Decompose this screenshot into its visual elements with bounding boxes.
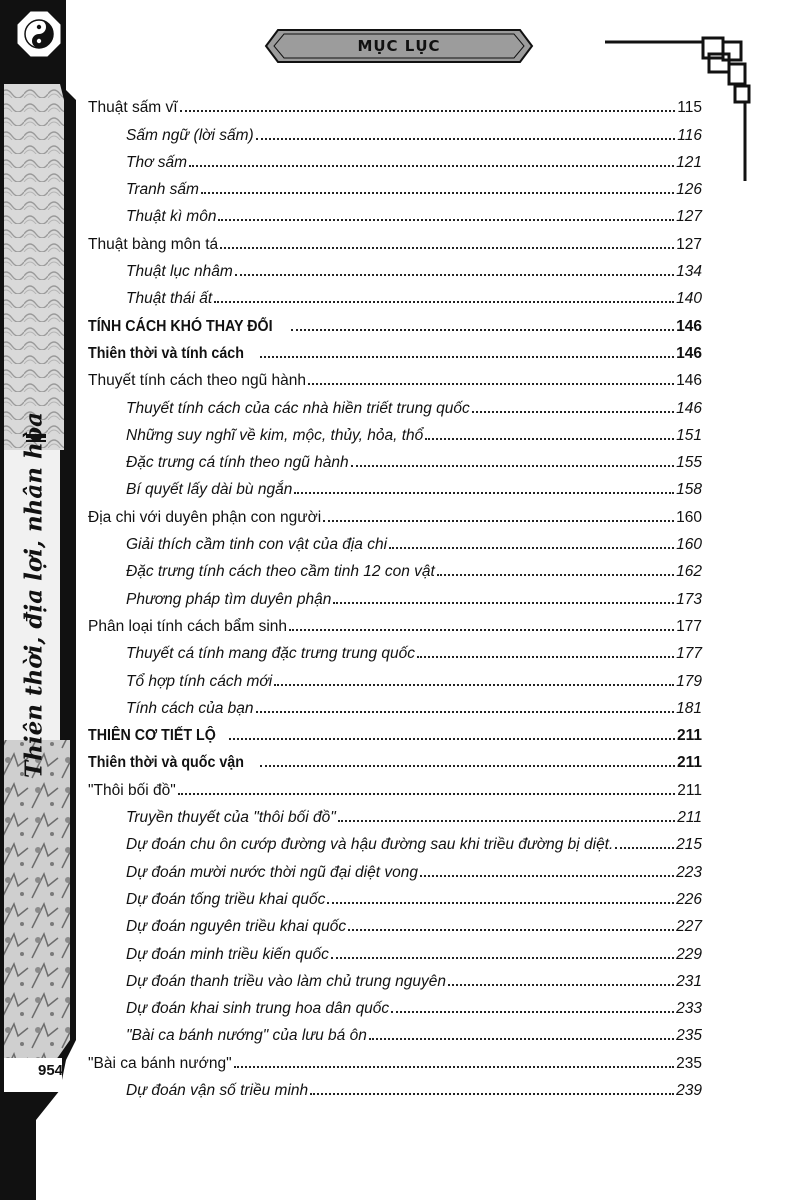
table-of-contents [84,90,702,1100]
toc-entry [84,800,702,827]
dot-leader [294,492,674,494]
toc-entry-page: 127 [676,235,702,253]
toc-entry-title: Sấm ngữ (lời sấm) [126,126,254,144]
toc-entry [84,964,702,991]
toc-entry-title: "Bài ca bánh nướng" của lưu bá ôn [126,1027,367,1045]
toc-entry-page: 160 [676,508,702,526]
dot-leader [289,629,674,631]
toc-entry [84,581,702,608]
dot-leader [260,356,675,358]
dot-leader [472,411,674,413]
dot-leader [389,547,674,549]
toc-entry-page: 134 [676,263,702,281]
dot-leader [235,274,674,276]
toc-entry [84,609,702,636]
toc-entry-title: Đặc trưng tính cách theo cầm tinh 12 con vật [126,563,435,581]
dot-leader [308,383,674,385]
toc-entry [84,663,702,690]
dot-leader [615,847,674,849]
toc-entry-title: Thơ sấm [126,153,188,171]
toc-entry-page: 173 [676,590,702,608]
toc-entry-page: 140 [676,290,702,308]
dot-leader [448,984,674,986]
toc-entry-page: 146 [676,317,702,335]
toc-entry-title: Dự đoán vận số triều minh [126,1081,309,1099]
toc-entry-title: Dự đoán minh triều kiến quốc [126,945,329,963]
dot-leader [256,138,676,140]
dot-leader [369,1038,674,1040]
toc-entry [84,172,702,199]
toc-entry [84,199,702,226]
toc-entry [84,390,702,417]
toc-entry [84,772,702,799]
toc-entry-title: Thuật bàng môn tá [88,235,219,253]
toc-entry-page: 146 [676,372,702,390]
toc-entry-title: Truyền thuyết của "thôi bối đồ" [126,809,336,827]
toc-entry-title: "Thôi bối đồ" [88,781,176,799]
toc-entry-title: Thuật kì môn [126,208,217,226]
toc-entry [84,226,702,253]
toc-entry-title: Dự đoán nguyên triều khai quốc [126,918,347,936]
toc-entry-page: 226 [676,890,702,908]
side-caption [16,412,52,778]
toc-entry [84,499,702,526]
toc-entry-page: 235 [676,1054,702,1072]
toc-entry-title: Bí quyết lấy dài bù ngắn [126,481,293,499]
toc-entry-page: 235 [676,1027,702,1045]
toc-entry [84,882,702,909]
toc-entry-title: Thuyết cá tính mang đặc trưng trung quốc [126,645,415,663]
toc-entry-title: Tranh sấm [126,181,199,199]
dot-leader [351,465,674,467]
dot-leader [274,684,674,686]
toc-entry-title: Dự đoán tống triều khai quốc [126,890,326,908]
toc-entry-page: 223 [676,863,702,881]
dot-leader [256,711,675,713]
toc-entry-page: 211 [677,809,702,827]
toc-entry [84,254,702,281]
dot-leader [425,438,674,440]
toc-entry [84,472,702,499]
toc-entry-page: 158 [676,481,702,499]
dot-leader [291,329,674,331]
toc-entry-title: Dự đoán khai sinh trung hoa dân quốc [126,1000,390,1018]
toc-entry [84,363,702,390]
toc-entry [84,90,702,117]
toc-entry [84,1045,702,1072]
toc-entry [84,281,702,308]
toc-entry [84,854,702,881]
dot-leader [201,192,674,194]
dot-leader [310,1093,674,1095]
toc-entry-title: Thuật thái ất [126,290,213,308]
dot-leader [338,820,676,822]
toc-entry-page: 126 [676,181,702,199]
toc-entry-title: Tính cách của bạn [126,699,254,717]
toc-entry-title: TÍNH CÁCH KHÓ THAY ĐỔI [88,317,273,335]
toc-entry-title: Thiên thời và tính cách [88,344,244,362]
page-title: MỤC LỤC [357,37,441,55]
toc-entry-page: 211 [676,754,702,772]
dot-leader [189,165,674,167]
toc-entry-title: Thuật lục nhâm [126,263,233,281]
dot-leader [327,902,674,904]
dot-leader [220,247,674,249]
toc-entry-title: Những suy nghĩ về kim, mộc, thủy, hỏa, thổ [126,426,424,444]
dot-leader [234,1066,675,1068]
dot-leader [348,929,674,931]
toc-entry-title: Phương pháp tìm duyên phận [126,590,332,608]
toc-entry-page: 227 [676,918,702,936]
toc-entry-title: Thuyết tính cách của các nhà hiền triết trung quốc [126,399,470,417]
toc-entry-page: 155 [676,454,702,472]
toc-entry-title: Phân loại tính cách bẩm sinh [88,617,288,635]
dot-leader [420,875,674,877]
toc-entry-title: Thiên thời và quốc vận [88,754,244,772]
toc-entry [84,991,702,1018]
toc-entry-page: 231 [676,972,702,990]
toc-entry-page: 177 [676,645,702,663]
toc-entry-page: 177 [676,617,702,635]
toc-entry-title: Tổ hợp tính cách mới [126,672,273,690]
toc-entry-page: 121 [676,153,702,171]
toc-entry-title: Dự đoán chu ôn cướp đường và hậu đường sau khi triều đường bị diệt. [126,836,614,854]
toc-entry-page: 151 [676,426,702,444]
toc-entry-title: Đặc trưng cá tính theo ngũ hành [126,454,349,472]
toc-entry [84,636,702,663]
toc-entry-page: 115 [677,99,702,117]
dot-leader [178,793,676,795]
toc-entry [84,145,702,172]
toc-entry [84,745,702,772]
dot-leader [260,765,675,767]
toc-entry [84,909,702,936]
toc-entry-page: 229 [676,945,702,963]
toc-entry-title: Giải thích cầm tinh con vật của địa chi [126,536,388,554]
side-caption-text: Thiên thời, địa lợi, nhân hòa [20,412,48,778]
toc-entry-page: 215 [676,836,702,854]
toc-entry-page: 146 [676,344,702,362]
toc-entry [84,1073,702,1100]
dot-leader [391,1011,674,1013]
page-number: 954 [38,1062,64,1079]
dot-leader [229,738,675,740]
dot-leader [323,520,674,522]
toc-entry-title: Thuyết tính cách theo ngũ hành [88,372,307,390]
dot-leader [214,301,674,303]
toc-entry [84,527,702,554]
toc-entry [84,418,702,445]
toc-entry-page: 181 [676,699,702,717]
toc-entry-title: Thuật sấm vĩ [88,99,178,117]
toc-entry-page: 162 [676,563,702,581]
toc-entry [84,336,702,363]
toc-entry-title: Dự đoán mười nước thời ngũ đại diệt vong [126,863,418,881]
dot-leader [417,656,674,658]
toc-entry [84,445,702,472]
toc-entry-page: 146 [676,399,702,417]
toc-entry-page: 211 [676,727,702,745]
dot-leader [333,602,674,604]
toc-entry-title: Dự đoán thanh triều vào làm chủ trung nguyên [126,972,447,990]
toc-entry [84,117,702,144]
toc-entry [84,936,702,963]
dot-leader [218,219,674,221]
toc-entry [84,827,702,854]
toc-entry-page: 179 [676,672,702,690]
yin-yang-icon [16,10,62,58]
toc-entry-page: 160 [676,536,702,554]
dot-leader [437,574,674,576]
toc-entry-page: 211 [677,781,702,799]
dot-leader [331,957,674,959]
dot-leader [180,110,676,112]
toc-entry [84,1018,702,1045]
toc-entry-page: 233 [676,1000,702,1018]
toc-entry-title: Địa chi với duyên phận con người [88,508,322,526]
toc-entry [84,718,702,745]
toc-entry-title: "Bài ca bánh nướng" [88,1054,232,1072]
toc-entry [84,691,702,718]
toc-entry-title: THIÊN CƠ TIẾT LỘ [88,727,216,745]
toc-entry-page: 239 [676,1081,702,1099]
toc-entry [84,308,702,335]
toc-entry [84,554,702,581]
toc-entry-page: 127 [676,208,702,226]
toc-entry-page: 116 [677,126,702,144]
